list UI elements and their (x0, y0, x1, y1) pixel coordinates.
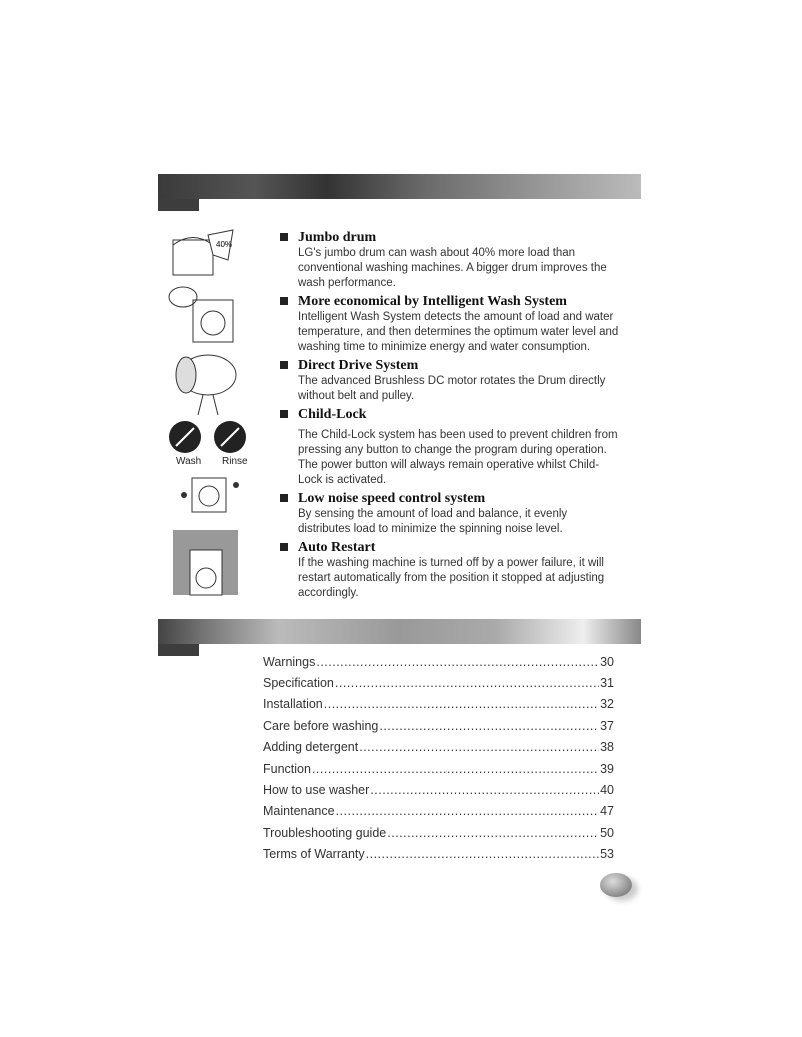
toc-entry[interactable] (263, 822, 614, 843)
feature-item (280, 293, 630, 355)
toc-page-number: 31 (600, 676, 614, 691)
intelligent-wash-icon (168, 285, 248, 345)
toc-leader-dots (359, 740, 599, 754)
toc-leader-dots (312, 762, 599, 776)
features-header-bar (158, 174, 641, 199)
toc-page-number: 39 (600, 761, 614, 776)
feature-text-line: pressing any button to change the program during operation. (298, 444, 607, 456)
feature-text-line: LG's jumbo drum can wash about 40% more load than (298, 247, 576, 259)
toc-page-number: 53 (600, 847, 614, 862)
feature-title: Auto Restart (280, 539, 630, 556)
contents-header-tab (158, 644, 199, 656)
feature-text-line: Intelligent Wash System detects the amount of load and water (298, 311, 614, 323)
auto-restart-icon (168, 520, 243, 600)
direct-drive-icon (168, 350, 248, 420)
feature-text-line: distributes load to minimize the spinning noise level. (298, 523, 563, 535)
toc-page-number: 37 (600, 718, 614, 733)
toc-title: Specification (263, 676, 334, 691)
rinse-label: Rinse (222, 456, 248, 467)
feature-text-line: The Child-Lock system has been used to prevent children from (298, 429, 618, 441)
feature-title: More economical by Intelligent Wash System (280, 293, 630, 310)
toc-leader-dots (387, 826, 599, 840)
feature-text-line: wash performance. (298, 277, 396, 289)
feature-text-line: accordingly. (298, 587, 359, 599)
feature-title: Direct Drive System (280, 357, 630, 374)
feature-text-line: If the washing machine is turned off by a power failure, it will (298, 557, 604, 569)
toc-title: Warnings (263, 654, 316, 669)
page-number-tab (600, 873, 632, 897)
toc-leader-dots (366, 847, 599, 861)
low-noise-icon (180, 470, 240, 515)
toc-title: Maintenance (263, 804, 335, 819)
toc-entry[interactable] (263, 694, 614, 715)
feature-text-line: conventional washing machines. A bigger drum improves the (298, 262, 607, 274)
toc-entry[interactable] (263, 758, 614, 779)
feature-item (280, 229, 630, 291)
toc-title: Installation (263, 697, 323, 712)
toc-entry[interactable] (263, 651, 614, 672)
feature-text-line: temperature, and then determines the optimum water level and (298, 326, 619, 338)
toc-title: Care before washing (263, 718, 379, 733)
feature-title: Child-Lock (280, 406, 630, 423)
toc-title: How to use washer (263, 783, 370, 798)
toc-page-number: 32 (600, 697, 614, 712)
wash-label: Wash (176, 456, 202, 467)
feature-item (280, 490, 630, 537)
toc-leader-dots (379, 719, 599, 733)
features-header-tab (158, 199, 199, 211)
toc-page-number: 30 (600, 654, 614, 669)
feature-item (280, 406, 630, 488)
toc-page-number: 47 (600, 804, 614, 819)
feature-text-line: Lock is activated. (298, 474, 387, 486)
toc-page-number: 38 (600, 740, 614, 755)
toc-title: Function (263, 761, 311, 776)
feature-text-line: washing time to minimize energy and water consumption. (298, 341, 591, 353)
toc-leader-dots (370, 783, 599, 797)
toc-entry[interactable] (263, 672, 614, 693)
toc-page-number: 50 (600, 825, 614, 840)
toc-entry[interactable] (263, 801, 614, 822)
feature-text-line: restart automatically from the position it stopped at adjusting (298, 572, 605, 584)
toc-leader-dots (336, 804, 600, 818)
feature-text-line: The power button will always remain operative whilst Child- (298, 459, 600, 471)
toc-title: Terms of Warranty (263, 847, 365, 862)
toc-entry[interactable] (263, 844, 614, 865)
toc-title: Troubleshooting guide (263, 825, 387, 840)
toc-page-number: 40 (600, 783, 614, 798)
feature-item (280, 357, 630, 404)
toc-entry[interactable] (263, 737, 614, 758)
toc-entry[interactable] (263, 715, 614, 736)
table-of-contents (263, 651, 614, 865)
feature-text-line: By sensing the amount of load and balance, it evenly (298, 508, 568, 520)
toc-leader-dots (316, 655, 599, 669)
toc-leader-dots (335, 676, 599, 690)
feature-title: Low noise speed control system (280, 490, 630, 507)
toc-title: Adding detergent (263, 740, 359, 755)
feature-title: Jumbo drum (280, 229, 630, 246)
toc-leader-dots (324, 697, 599, 711)
feature-item (280, 539, 630, 601)
feature-text-line: The advanced Brushless DC motor rotates the Drum directly (298, 375, 606, 387)
feature-list (280, 229, 630, 603)
jumbo-drum-icon (168, 225, 238, 280)
toc-entry[interactable] (263, 779, 614, 800)
contents-header-bar (158, 619, 641, 644)
child-lock-dials-icon (168, 420, 248, 456)
percent-label: 40% (216, 240, 233, 249)
feature-text-line: without belt and pulley. (298, 390, 415, 402)
